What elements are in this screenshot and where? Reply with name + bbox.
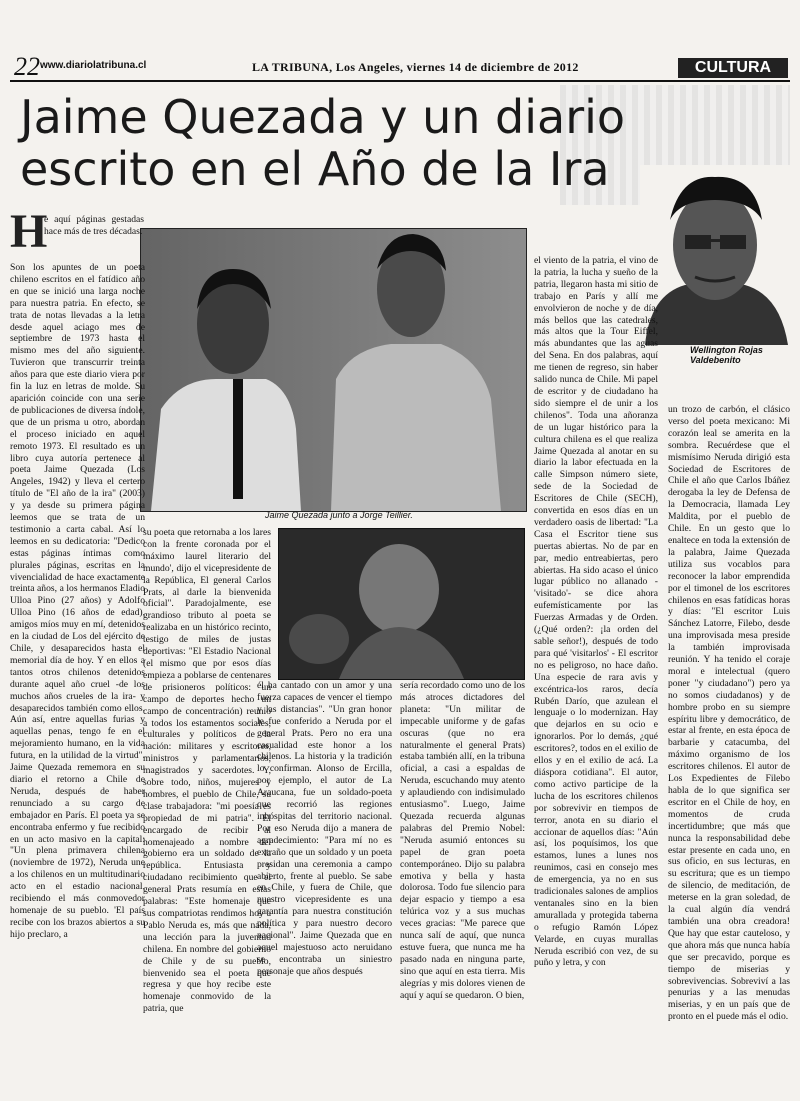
main-photo	[140, 228, 527, 512]
main-photo-caption: Jaime Quezada junto a Jorge Teillier.	[265, 510, 413, 520]
website-url[interactable]: www.diariolatribuna.cl	[40, 60, 147, 71]
title-line-1: Jaime Quezada y un diario	[20, 90, 626, 144]
column-1: Son los apuntes de un poeta chileno escritos en el fatídico año en que se inició una larga noche para nuestra patria. En efecto, se trata de notas llevadas a la letra desde aquel aciago mes de septiembre de 1973 hasta el mismo mes del año siguiente. Tuvieron que transcurrir treinta años para que este diario viera por fin la luz en letras de molde. Su aparición coincide con una serie de publicaciones de diversa índole, que de un prisma u otro, abordan el proceso iniciado en aquel remoto 1973. El resultado es un libro cuya autoría pertenece al poeta Jaime Quezada (Los Angeles, 1942) y lleva el certero título de "El año de la ira" (2003) y ya desde su primera página leemos que se trata de un testimonio a carta cabal. Así lo leemos en su dedicatoria: "Dedico estas páginas íntimas como plurales páginas, escritas en la vivencialidad de hace exactamente treinta años, a los hermanos Eladio Ulloa Pino (27 años) y Adolfo Ulloa Pino (16 años de edad), amigos míos muy en mí, detenidos en la ciudad de Los del ejército de Chile, y desaparecidos hasta el memorial día de hoy. Y en ellos a tantos otros chilenos detenidos durante aquel año cruel -de los muchos años crueles de la ira- y desaparecidos también como ellos. Aún así, entre aquellas furias y aquellas penas, tengo fe en el mejoramiento humano, en la vida futura, en la utilidad de la virtud". Jaime Quezada rememora en su diario el retorno a Chile de Neruda, después de haber renunciado a su cargo de embajador en París. El poeta ya se encontraba enfermo y fue recibido en un acto masivo en la capital: "Un plena primavera chilena (noviembre de 1972), Neruda une a los chilenos en un multitudinario acto en el estadio nacional, recibiendo el más conmovedor homenaje de su pueblo. 'El país recibe con los brazos abiertos a su hijo preclaro, a	[10, 262, 145, 940]
title-line-2: escrito en el Año de la Ira	[20, 141, 610, 196]
secondary-photo	[278, 528, 525, 680]
newspaper-dateline: LA TRIBUNA, Los Angeles, viernes 14 de diciembre de 2012	[252, 60, 579, 74]
column-6: un trozo de carbón, el clásico verso del poeta mexicano: Mi corazón leal se amerita en la sombra. Recuérdese que el mismísimo Neruda dirigió esta Sociedad de Escritores de Chile el año que Carlos Ibáñez derogaba la ley de Defensa de la Democracia, llamada Ley Maldita, por el pueblo de Chile. En un gesto que lo enaltece en toda la extensión de la palabra, Jaime Quezada utiliza sus vocablos para reconocer la labor emprendida por el timonel de los escritores chilenos en esas fatídicas horas y días: "El escritor Luis Sánchez Latorre, Filebo, desde una improvisada mesa preside la también improvisada reunión. Y ha tenido el coraje moral e intelectual (quero poner "y ciudadano") pero ya no somos ciudadanos) y de hombre probo en su siempre espíritu libre y democrático, de estar al frente, en esta época de barbarie y catacumba, del máximo organismo de los escritores chilenos. El autor de Los Expedientes de Filebo habla de lo que significa ser escritor en el Chile de hoy, en momentos de cruda incertidumbre; que más que nunca la responsabilidad debe estar presente en cada uno, en sus oficio, en sus lecturas, en su escritura; que es un tiempo de silencio, de meditación, de meterse en la gran soledad, de la cual algún día vendrá también una obra creadora! Que hay que estar cauteloso, y que ahora más que nunca había que ser precavido, porque es tiempo de miserias y sobrevivencias. Sobreviví a las penurias y a las menudas miserias, y en un país que de pronto en el puede más el odio.	[668, 404, 790, 1023]
column-5: el viento de la patria, el vino de la patria, la lucha y sueño de la patria, llegaron hasta mi sitio de trabajo en París y allí me envolvieron de noche y de día, más bellos que las catedrales, más altos que la Tour Eiffel, más abundantes que las aguas del Sena. En dos palabras, aquí me tienen de regreso, sin haber salido nunca de Chile. Mi papel de escritor y de ciudadano ha sido siempre el de unir a los chilenos". Toda una añoranza de un lugar histórico para la cultura chilena es el que realiza Jaime Quezada al anotar en su diario la labor efectuada en la calle Simpson número siete, sede de la Sociedad de Escritores de Chile (SECH), convertida en esos días en un verdadero oasis de libertad: "La Casa el Escritor tiene sus puertas abiertas. No de par en par, medio entreabiertas, pero abiertas. Ha sido acaso el único lugar público no allanado -'visitado'- se dice ahora eufemísticamente por las Fuerzas Armadas y de Orden. (¿Qué orden?: ¡la orden del sable señor!), después de todo para qué 'visitarlos' - El escritor no es peligroso, no hace daño. Una especie de rara avis y excéntrica-los raros, decía Rubén Darío, que azulean el lenguaje o lo modernizan. Hay que dejarlos en su ocio e ignorarlos. Por lo demás, ¿qué escritores?, todos en el exilio de ellos y en el exilio de acá. La diáspora cotidiana". El autor, como activo participe de la lucha de los escritores chilenos por sobrevivir en tiempos de terror, anota en su diario el accionar de aquellos días: "Aún así, los poquísimos, los que estamos, lunes a lunes nos reunimos, casi en consejo mes de emergencia, ya no en sus tradicionales salones de amplios ventanales sino en la bien amurallada y protegida taberna o refugio Ramón López Velarde, en cuyas murallas Neruda escribió con vez, de su puño y letra, y con	[534, 255, 658, 969]
portrait-caption: Wellington Rojas Valdebenito	[690, 345, 763, 365]
page-number: 22	[14, 52, 40, 81]
drop-cap: H	[10, 205, 48, 258]
column-2: su poeta que retornaba a los lares con la frente coronada por el máximo laurel literario del mundo', dijo el vicepresidente de la República, El general Carlos Prats, al darle la bienvenida oficial". Paradojalmente, ese grandioso tributo al poeta se realizaba en un histórico recinto, testigo de miles de justas deportivas: "El Estadio Nacional (el mismo que por esos días empieza a poblarse de centenares de prisioneros políticos: un campo de deportes hecho un campo de concentración) reunió a todos los estamentos sociales, culturales y políticos de la nación: militares y escritores, ministros y parlamentarios, magistrados y sacerdotes. Y, sobre todo, niños, mujeres y hombres, el pueblo de Chile, su clase trabajadora: "mi poesía es propiedad de mi patria". El encargado de recibir al homenajeado a nombre del gobierno era un soldado de la república. Entusiasta y ciudadano recibimiento que el general Prats resumía en estas palabras: "Este homenaje que sus compatriotas rendimos hoy a Pablo Neruda es, más que nada, una lección para la juventud chilena. En nombre del gobierno de Chile y de su pueblo, bienvenido sea el poeta que regresa y que hoy recibe este homenaje conmovido de la patria, que	[143, 527, 271, 1015]
column-1-intro: e aquí páginas gestadas hace más de tres décadas.	[44, 214, 144, 237]
column-4: sería recordado como uno de los más atroces dictadores del planeta: "Un militar de impecable uniforme y de gafas oscuras (que no era naturalmente el general Prats) estaba también allí, en la tribuna oficial, a casi a espaldas de Neruda, escuchando muy atento y aplaudiendo con indisimulado entusiasmo". Luego, Jaime Quezada recuerda algunas palabras del Premio Nobel: "Neruda asumió entonces su papel de gran poeta contemporáneo. Dijo su palabra emotiva y bella y hasta dolorosa. Todo fue silencio para dejar espacio y tiempo a esa telúrica voz y a sus muchas veces gracias: "Me parece que nunca salí de aquí, que nunca estuve fuera, que nunca me ha pasado nada en ninguna parte, sino que aquí en esta tierra. Mis alegrías y mis dolores vienen de aquí y aquí se quedaron. O bien,	[400, 680, 525, 1001]
column-3: él ha cantado con un amor y una fuerza capaces de vencer el tiempo y las distancias". "Un gran honor le fue conferido a Neruda por el general Prats. Pero no era una casualidad este honor a los chilenos. La historia y la tradición lo confirman. Alonso de Ercilla, por ejemplo, el autor de La Araucana, fue un soldado-poeta que recorrió las regiones inhóspitas del territorio nacional. Por eso Neruda dijo a manera de agradecimiento: "Para mí no es extraño que un soldado y un poeta presidan una ceremonia a campo abierto, frente al pueblo. Se sabe en Chile, y fuera de Chile, que nuestro vicepresidente es una garantía para nuestra constitución política y para nuestro decoro nacional". Jaime Quezada que en aquel majestuoso acto neruidano se encontraba un siniestro personaje que años después	[257, 680, 392, 977]
article-title	[20, 92, 640, 195]
author-portrait-photo	[640, 165, 790, 345]
section-label: CULTURA	[678, 58, 788, 78]
